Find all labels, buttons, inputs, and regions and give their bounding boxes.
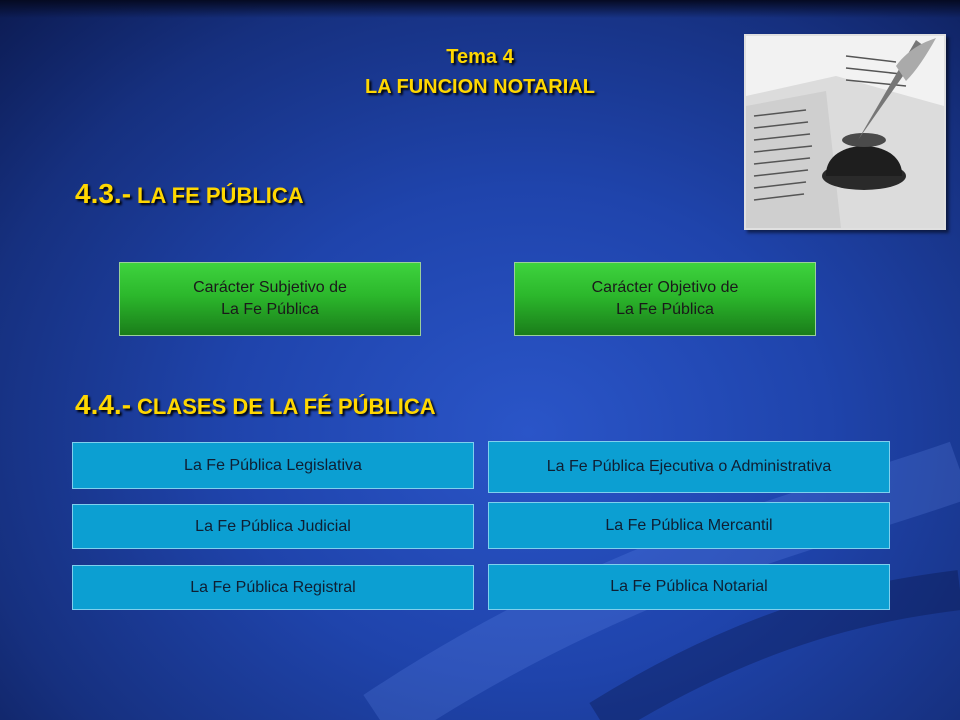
clase-judicial-box: La Fe Pública Judicial	[72, 504, 474, 549]
clase-mercantil-box: La Fe Pública Mercantil	[488, 502, 890, 549]
clase-legislativa-box: La Fe Pública Legislativa	[72, 442, 474, 489]
caracter-subjetivo-box	[119, 262, 421, 336]
clase-ejecutiva-box: La Fe Pública Ejecutiva o Administrativa	[488, 441, 890, 493]
clase-notarial-box: La Fe Pública Notarial	[488, 564, 890, 610]
caracter-objetivo-line2: La Fe Pública	[616, 301, 714, 318]
section-4-4-number: 4.4.-	[75, 389, 132, 420]
topic-title: LA FUNCION NOTARIAL	[365, 76, 595, 98]
top-shadow-bar	[0, 0, 960, 18]
section-4-3-heading	[75, 178, 304, 210]
quill-inkwell-icon	[746, 36, 944, 228]
caracter-objetivo-line1: Carácter Objetivo de	[591, 279, 739, 296]
topic-number: Tema 4	[446, 46, 514, 68]
section-4-4-title: CLASES DE LA FÉ PÚBLICA	[137, 394, 436, 419]
caracter-subjetivo-line2: La Fe Pública	[221, 301, 319, 318]
clase-registral-box: La Fe Pública Registral	[72, 565, 474, 610]
caracter-subjetivo-line1: Carácter Subjetivo de	[193, 279, 347, 296]
slide-header	[300, 42, 660, 102]
caracter-objetivo-box	[514, 262, 816, 336]
section-4-3-number: 4.3.-	[75, 178, 132, 209]
quill-inkwell-image	[744, 34, 946, 230]
section-4-4-heading	[75, 389, 436, 421]
section-4-3-title: LA FE PÚBLICA	[137, 183, 304, 208]
